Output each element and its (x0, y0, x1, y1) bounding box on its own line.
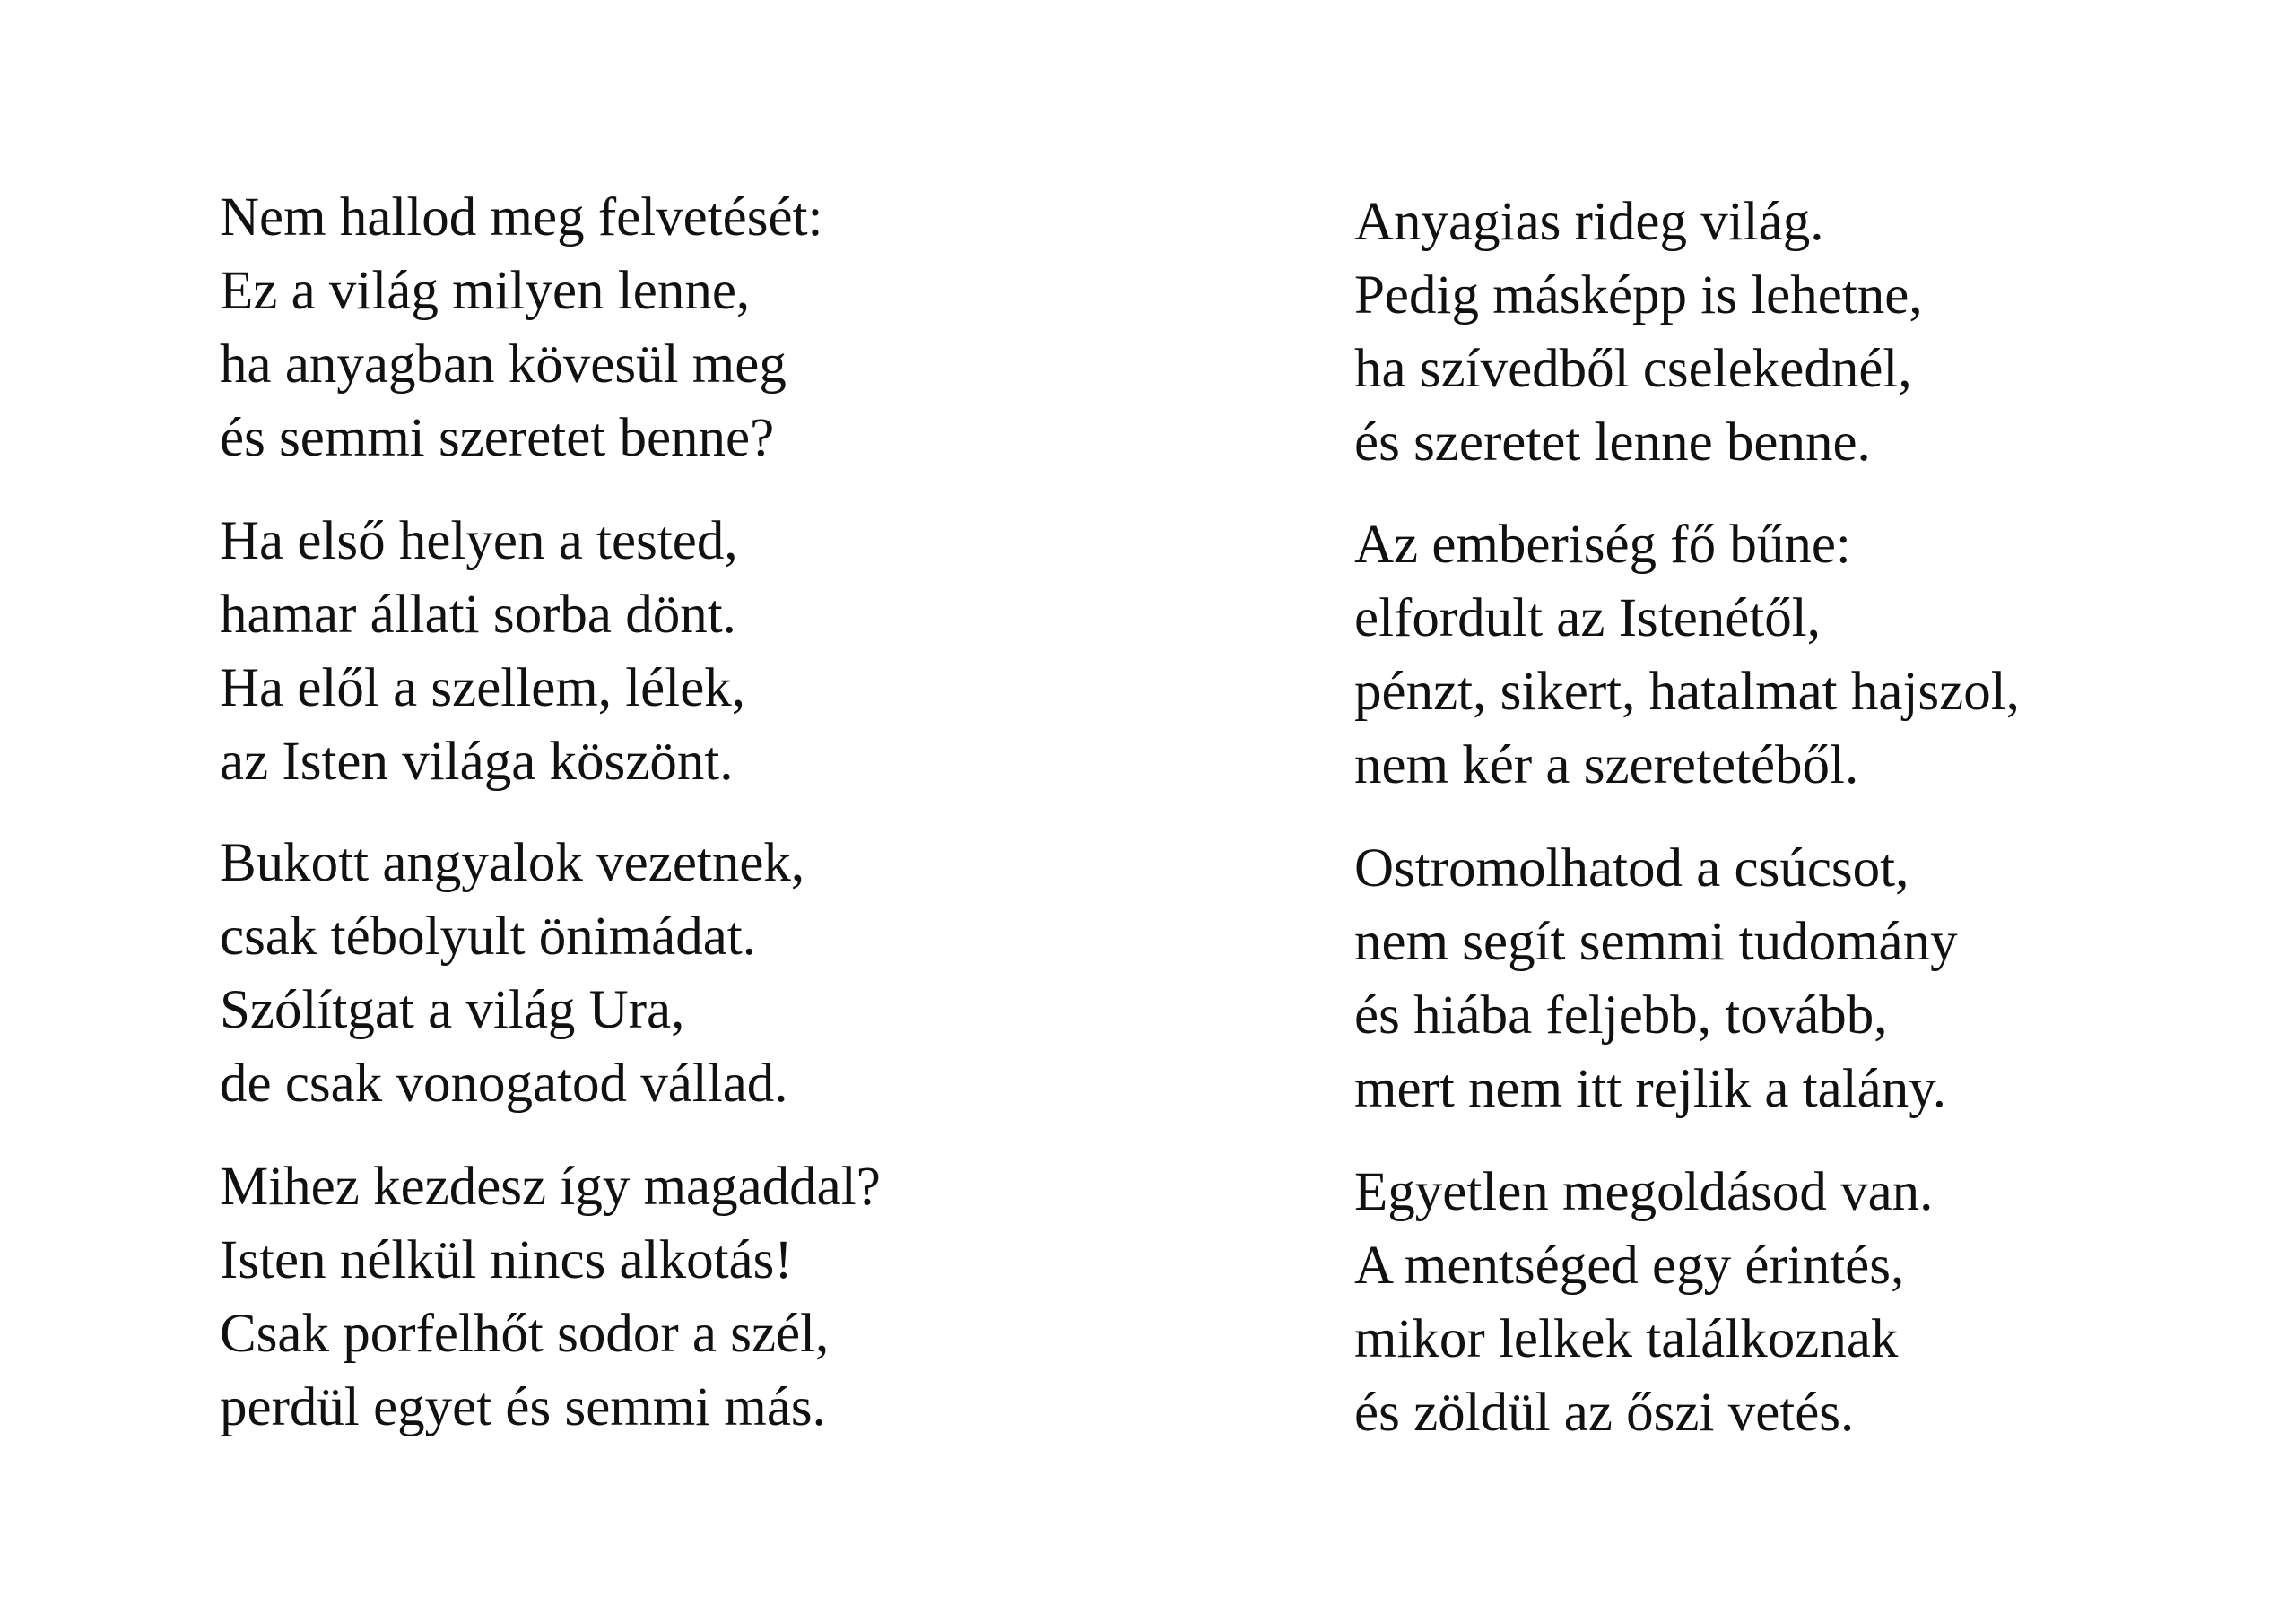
poem-line: elfordult az Istenétől, (1354, 588, 1821, 648)
poem-line: ha anyagban kövesül meg (220, 334, 787, 395)
stanza-7 (1354, 832, 1958, 1126)
poem-line: de csak vonogatod vállad. (220, 1054, 788, 1114)
poem-line: mikor lelkek találkoznak (1354, 1309, 1899, 1369)
poem-line: Ez a világ milyen lenne, (220, 261, 751, 321)
poem-line: Pedig másképp is lehetne, (1354, 265, 1923, 325)
poem-line: Nem hallod meg felvetését: (220, 187, 823, 247)
poem-line: Anyagias rideg világ. (1354, 192, 1824, 252)
stanza-3 (220, 827, 804, 1121)
poem-line: pénzt, sikert, hatalmat hajszol, (1354, 662, 2020, 722)
poem-line: Szólítgat a világ Ura, (220, 980, 685, 1040)
poem-line: Bukott angyalok vezetnek, (220, 833, 805, 893)
stanza-6 (1354, 508, 2020, 803)
poem-line: és zöldül az őszi vetés. (1354, 1383, 1855, 1443)
stanza-8 (1354, 1156, 1933, 1450)
poem-line: mert nem itt rejlik a talány. (1354, 1059, 1947, 1119)
poem-line: Csak porfelhőt sodor a szél, (220, 1304, 830, 1364)
poem-line: perdül egyet és semmi más. (220, 1377, 826, 1437)
poem-line: és hiába feljebb, tovább, (1354, 985, 1888, 1046)
poem-line: nem segít semmi tudomány (1354, 912, 1958, 972)
poem-line: nem kér a szeretetéből. (1354, 735, 1859, 795)
stanza-2 (220, 505, 745, 799)
poem-line: hamar állati sorba dönt. (220, 585, 736, 645)
stanza-4 (220, 1150, 881, 1445)
poem-line: Az emberiség fő bűne: (1354, 515, 1851, 575)
poem-line: Ha első helyen a tested, (220, 511, 738, 571)
poem-line: csak tébolyult önimádat. (220, 907, 756, 967)
poem-line: az Isten világa köszönt. (220, 732, 734, 792)
poem-line: Ha elől a szellem, lélek, (220, 658, 746, 718)
poem-line: Egyetlen megoldásod van. (1354, 1162, 1934, 1222)
poem-line: Isten nélkül nincs alkotás! (220, 1230, 793, 1290)
stanza-5 (1354, 186, 1923, 480)
poem-line: Ostromolhatod a csúcsot, (1354, 838, 1909, 898)
poem-line: és szeretet lenne benne. (1354, 412, 1871, 473)
poem-line: és semmi szeretet benne? (220, 408, 775, 468)
poem-line: ha szívedből cselekednél, (1354, 339, 1912, 399)
stanza-1 (220, 181, 822, 475)
poem-line: A mentséged egy érintés, (1354, 1236, 1905, 1296)
poem-line: Mihez kezdesz így magaddal? (220, 1157, 881, 1217)
